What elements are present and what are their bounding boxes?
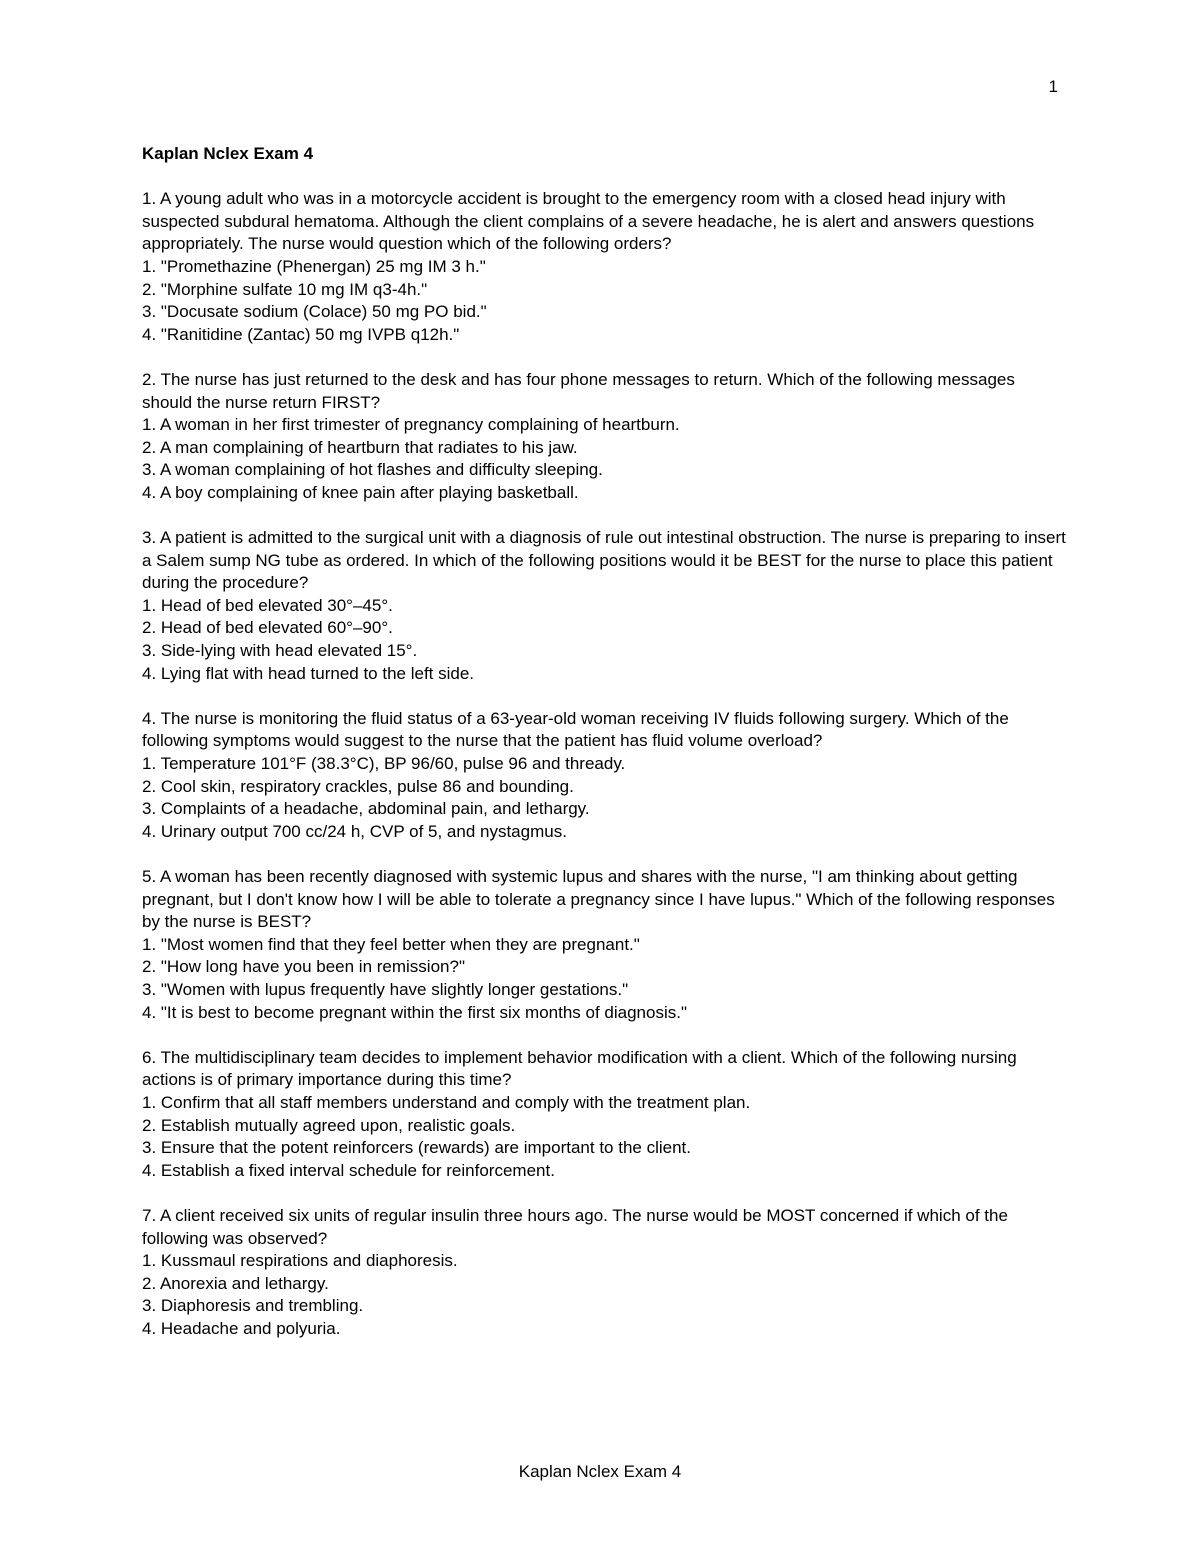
- answer-option: 2. A man complaining of heartburn that radiates to his jaw.: [142, 437, 578, 457]
- answer-option: 1. Confirm that all staff members understand and comply with the treatment plan.: [142, 1092, 751, 1112]
- question-1: [142, 188, 1067, 346]
- question-stem: 6. The multidisciplinary team decides to implement behavior modification with a client. Which of the following nursing actions is of primary importance during this time?: [142, 1047, 1017, 1090]
- question-4: [142, 708, 1067, 844]
- question-stem: 5. A woman has been recently diagnosed with systemic lupus and shares with the nurse, "I am thinking about getting pregnant, but I don't know how I will be able to tolerate a pregnancy since I have lupus." Which of the following responses by the nurse is BEST?: [142, 867, 1055, 932]
- answer-option: 1. Kussmaul respirations and diaphoresis.: [142, 1251, 458, 1271]
- answer-option: 4. Headache and polyuria.: [142, 1318, 341, 1338]
- question-2: [142, 369, 1067, 505]
- document-title: Kaplan Nclex Exam 4: [142, 144, 314, 163]
- question-3: [142, 527, 1067, 685]
- answer-option: 3. Side-lying with head elevated 15°.: [142, 641, 418, 661]
- answer-option: 3. Ensure that the potent reinforcers (rewards) are important to the client.: [142, 1138, 691, 1158]
- question-stem: 2. The nurse has just returned to the desk and has four phone messages to return. Which of the following messages should the nurse return FIRST?: [142, 369, 1015, 412]
- answer-option: 2. Cool skin, respiratory crackles, pulse 86 and bounding.: [142, 776, 574, 796]
- answer-option: 2. Anorexia and lethargy.: [142, 1273, 329, 1293]
- document-body: [142, 143, 1067, 1363]
- question-stem: 1. A young adult who was in a motorcycle accident is brought to the emergency room with a closed head injury with suspected subdural hematoma. Although the client complains of a severe headache, he is alert and answers questions appropriately. The nurse would question which of the following orders?: [142, 189, 1035, 254]
- answer-option: 2. "How long have you been in remission?": [142, 957, 465, 977]
- question-6: [142, 1047, 1067, 1183]
- answer-option: 2. "Morphine sulfate 10 mg IM q3-4h.": [142, 279, 428, 299]
- question-5: [142, 866, 1067, 1024]
- answer-option: 3. "Docusate sodium (Colace) 50 mg PO bid.": [142, 302, 487, 322]
- answer-option: 4. Lying flat with head turned to the left side.: [142, 663, 475, 683]
- answer-option: 3. Complaints of a headache, abdominal pain, and lethargy.: [142, 799, 590, 819]
- answer-option: 4. "Ranitidine (Zantac) 50 mg IVPB q12h.": [142, 324, 460, 344]
- answer-option: 3. "Women with lupus frequently have slightly longer gestations.": [142, 979, 629, 999]
- answer-option: 3. A woman complaining of hot flashes and difficulty sleeping.: [142, 460, 603, 480]
- question-stem: 7. A client received six units of regular insulin three hours ago. The nurse would be MOST concerned if which of the following was observed?: [142, 1205, 1008, 1248]
- answer-option: 2. Establish mutually agreed upon, realistic goals.: [142, 1115, 516, 1135]
- question-stem: 3. A patient is admitted to the surgical unit with a diagnosis of rule out intestinal obstruction. The nurse is preparing to insert a Salem sump NG tube as ordered. In which of the following positions would it be BEST for the nurse to place this patient during the procedure?: [142, 528, 1066, 593]
- answer-option: 1. "Most women find that they feel better when they are pregnant.": [142, 934, 640, 954]
- page-footer: Kaplan Nclex Exam 4: [518, 1462, 682, 1481]
- answer-option: 1. Temperature 101°F (38.3°C), BP 96/60, pulse 96 and thready.: [142, 754, 626, 774]
- page-number: 1: [1048, 77, 1058, 96]
- answer-option: 4. Establish a fixed interval schedule for reinforcement.: [142, 1160, 555, 1180]
- answer-option: 2. Head of bed elevated 60°–90°.: [142, 618, 393, 638]
- question-7: [142, 1205, 1067, 1341]
- answer-option: 1. A woman in her first trimester of pregnancy complaining of heartburn.: [142, 415, 680, 435]
- answer-option: 4. A boy complaining of knee pain after playing basketball.: [142, 482, 579, 502]
- answer-option: 4. "It is best to become pregnant within the first six months of diagnosis.": [142, 1002, 688, 1022]
- answer-option: 1. "Promethazine (Phenergan) 25 mg IM 3 h.": [142, 256, 486, 276]
- answer-option: 1. Head of bed elevated 30°–45°.: [142, 595, 393, 615]
- answer-option: 4. Urinary output 700 cc/24 h, CVP of 5, and nystagmus.: [142, 821, 567, 841]
- answer-option: 3. Diaphoresis and trembling.: [142, 1296, 364, 1316]
- question-stem: 4. The nurse is monitoring the fluid status of a 63-year-old woman receiving IV fluids following surgery. Which of the following symptoms would suggest to the nurse that the patient has fluid volume overload?: [142, 708, 1009, 751]
